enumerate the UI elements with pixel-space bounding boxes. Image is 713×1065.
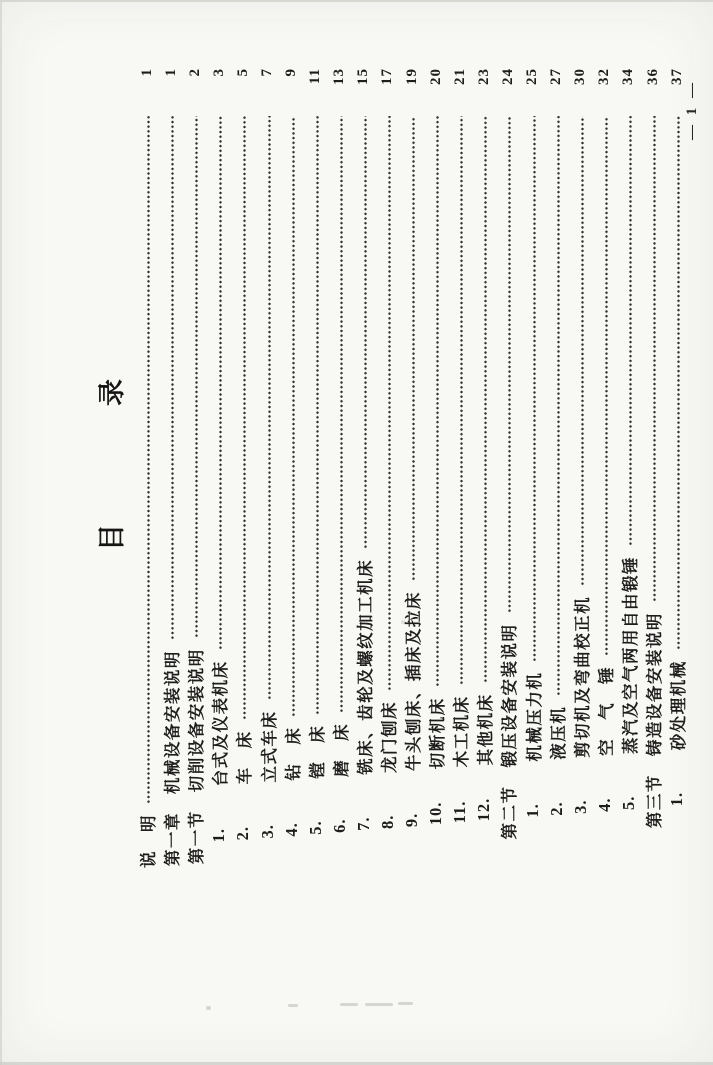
toc-row: [569, 0, 593, 1065]
dot-leader: [242, 116, 247, 720]
toc-item-number: 6.: [329, 818, 349, 833]
toc-row: [255, 0, 279, 1065]
toc-item-number: 2.: [546, 801, 566, 816]
toc-item-number: 4.: [594, 797, 614, 812]
dot-leader: [387, 116, 392, 691]
toc-row: [207, 0, 231, 1065]
toc-entry-label: 空 气 锤: [596, 665, 616, 756]
toc-page-number: 7: [259, 68, 276, 77]
toc-entry-label: 剪切机及弯曲校正机: [572, 595, 592, 758]
toc-row: [496, 0, 520, 1065]
dot-leader: [194, 116, 199, 638]
scan-edge-top: [0, 0, 713, 2]
toc-item-number: 4.: [281, 822, 301, 837]
dot-leader: [291, 116, 296, 717]
toc-page-number: 17: [379, 68, 396, 85]
toc-page-number: 21: [451, 68, 468, 85]
dot-leader: [267, 116, 272, 701]
dot-leader: [604, 116, 609, 656]
toc-entry-label: 台式及仪表机床: [211, 660, 231, 787]
toc-entry-label: 砂处理机械: [669, 660, 689, 751]
toc-entry-label: 说 明: [139, 814, 159, 868]
toc-row: [593, 0, 617, 1065]
dot-leader: [315, 116, 320, 715]
dot-leader: [507, 116, 512, 614]
page-number-footer: — 1 —: [684, 80, 700, 140]
toc-row: [617, 0, 641, 1065]
dot-leader: [435, 116, 440, 687]
toc-entry-label: 第一章 机械设备安装说明: [163, 650, 183, 867]
dot-leader: [339, 116, 344, 713]
toc-row: [400, 0, 424, 1065]
toc-item-number: 7.: [353, 816, 373, 831]
dot-leader: [556, 116, 561, 696]
dot-leader: [218, 116, 223, 650]
toc-page-number: 15: [355, 68, 372, 85]
toc-item-number: 8.: [377, 814, 397, 829]
dot-leader: [483, 116, 488, 683]
toc-entry-label: 蒸汽及空气两用自由锻锤: [620, 556, 640, 754]
toc-entry-label: 镗 床: [307, 724, 327, 779]
toc-page-number: 23: [475, 68, 492, 85]
toc-item-number: 9.: [402, 812, 422, 828]
toc-row: [472, 0, 496, 1065]
toc-entry-label: 机械压力机: [524, 671, 544, 762]
scan-smudge: [288, 1004, 298, 1007]
toc-page-number: 32: [596, 68, 613, 85]
dot-leader: [170, 116, 175, 640]
toc-row: [328, 0, 352, 1065]
toc-page-number: 9: [283, 68, 300, 77]
dot-leader: [363, 116, 368, 549]
toc-entry-label: 龙门刨床: [379, 701, 399, 773]
toc-entry-label: 第二节 锻压设备安装说明: [500, 623, 520, 840]
toc-page-number: 11: [307, 68, 324, 85]
dot-leader: [459, 116, 464, 685]
toc-item-number: 5.: [618, 795, 638, 810]
toc-row: [448, 0, 472, 1065]
toc-row: [521, 0, 545, 1065]
toc-page-number: 1: [138, 68, 155, 77]
toc-row: [135, 0, 159, 1065]
toc-row: [545, 0, 569, 1065]
toc-entry-label: 液压机: [548, 705, 568, 760]
toc-entry-label: 车 床: [235, 730, 255, 785]
toc-page-number: 24: [499, 68, 516, 85]
toc-entry-label: 第一节 切削设备安装说明: [187, 648, 207, 865]
toc-page-number: 3: [210, 68, 227, 77]
toc-entry-label: 立式车床: [259, 710, 279, 783]
dot-leader: [580, 116, 585, 586]
toc-row: [231, 0, 255, 1065]
toc-row: [665, 0, 689, 1065]
toc-item-number: 1.: [522, 803, 542, 818]
toc-page-number: 13: [331, 68, 348, 85]
toc-entry-label: 切断机床: [428, 697, 448, 770]
dot-leader: [652, 116, 657, 602]
dot-leader: [532, 116, 537, 662]
scan-smudge: [365, 1003, 393, 1006]
toc-entry-label: 铣床、齿轮及螺纹加工机床: [355, 558, 375, 775]
scan-smudge: [401, 620, 405, 624]
toc-page-number: 2: [186, 68, 203, 77]
toc-row: [376, 0, 400, 1065]
toc-item-number: 12.: [474, 797, 494, 822]
title-char-lu: 录: [97, 379, 127, 406]
toc-row: [280, 0, 304, 1065]
toc-row: [159, 0, 183, 1065]
toc-item-number: 1.: [209, 827, 229, 843]
toc-item-number: 5.: [305, 820, 325, 835]
toc-row-list: [135, 0, 689, 1065]
toc-entry-label: 牛头刨床、插床及拉床: [404, 591, 424, 772]
toc-page-number: 37: [668, 68, 685, 85]
dot-leader: [676, 116, 681, 650]
scan-edge-left: [0, 0, 2, 1065]
toc-row: [304, 0, 328, 1065]
toc-page-number: 1: [162, 68, 179, 77]
toc-entry-label: 其他机床: [476, 693, 496, 766]
toc-row: [352, 0, 376, 1065]
toc-entry-label: 钻 床: [283, 726, 303, 781]
toc-item-number: 11.: [450, 800, 470, 824]
title-char-mu: 目: [97, 524, 127, 551]
toc-entry-label: 木工机床: [452, 695, 472, 768]
scan-smudge: [398, 1002, 413, 1005]
toc-item-number: 3.: [570, 799, 590, 814]
toc-page-number: 36: [644, 68, 661, 85]
toc-item-number: 3.: [257, 824, 277, 839]
scan-smudge: [206, 1006, 211, 1010]
page-title: [90, 379, 127, 551]
toc-page-number: 25: [524, 68, 541, 85]
toc-item-number: 10.: [426, 801, 446, 826]
toc-row: [183, 0, 207, 1065]
dot-leader: [411, 116, 416, 581]
toc-page-number: 30: [572, 68, 589, 85]
toc-entry-label: 磨 床: [331, 722, 351, 777]
toc-row: [424, 0, 448, 1065]
toc-item-number: 1.: [667, 791, 687, 807]
toc-item-number: 2.: [233, 826, 253, 841]
scan-smudge: [340, 1003, 358, 1006]
toc-page-number: 19: [403, 68, 420, 85]
toc-page-number: 5: [234, 68, 251, 77]
dot-leader: [146, 116, 151, 804]
toc-row: [641, 0, 665, 1065]
toc-page-number: 27: [548, 68, 565, 85]
toc-page-number: 34: [620, 68, 637, 85]
toc-page-number: 20: [427, 68, 444, 85]
dot-leader: [628, 116, 633, 546]
toc-entry-label: 第三节 铸造设备安装说明: [645, 612, 665, 829]
